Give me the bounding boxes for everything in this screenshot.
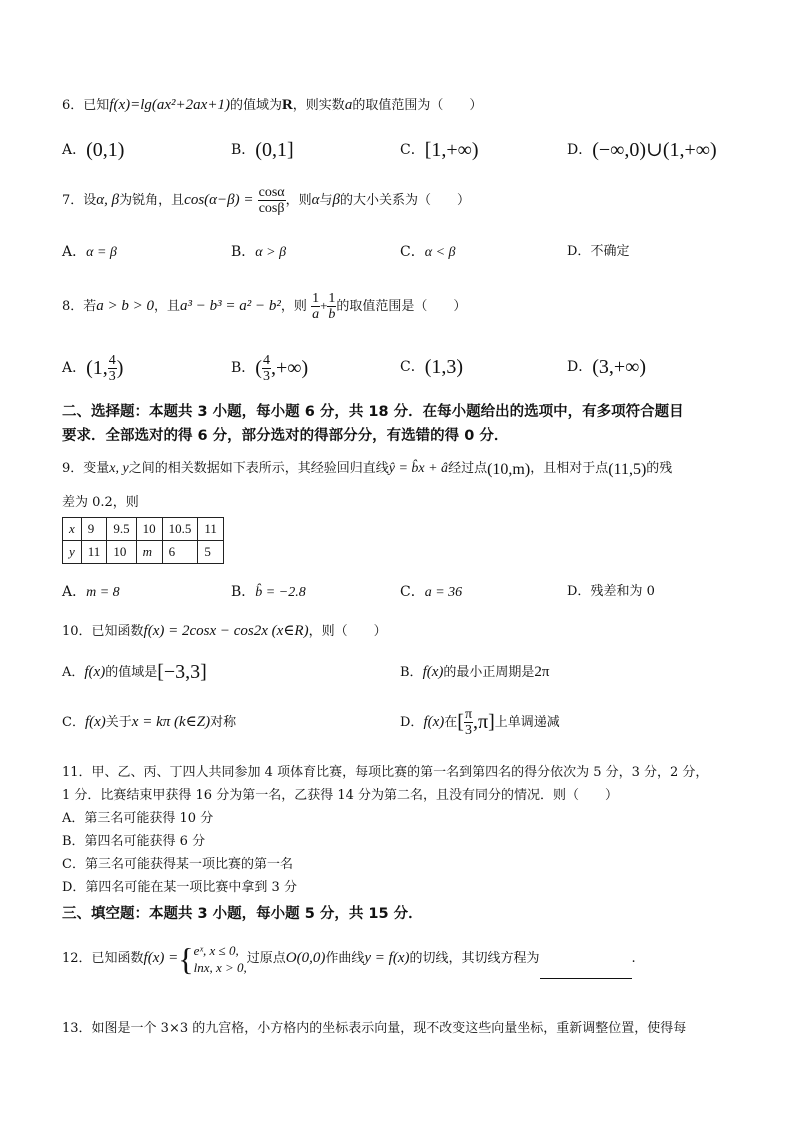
q6-option-a: A．(0,1) [62,139,125,161]
q7-option-a: A．α = β [62,244,117,260]
q9-stem: 9．变量x, y之间的相关数据如下表所示，其经验回归直线ŷ = b̂x + â经过点(10,m)，且相对于点(11,5)的残 [62,461,673,478]
q6-stem: 6．已知f(x)=lg(ax²+2ax+1)的值域为R，则实数a的取值范围为（ ） [62,97,483,113]
q8-option-a: A．(1, $\frac{4}{3}$ ) [62,352,124,384]
q8-option-d: D．(3,+∞) [567,356,647,378]
q6-option-d: D．(−∞,0)∪(1,+∞) [567,139,717,161]
table-row: y 11 10 m 6 5 [63,541,224,564]
table-row: x 9 9.5 10 10.5 11 [63,518,224,541]
q9-option-a: A．m = 8 [62,584,120,600]
q8-stem: 8．若a > b > 0，且a³ − b³ = a² − b²，则 $\frac{1}{a}$ + $\frac{1}{b}$ 的取值范围是（ ） [62,291,467,322]
q7-stem: 7．设α, β为锐角，且cos(α−β) = $\frac{\cos\alpha}{\cos\beta}$ ，则α与β的大小关系为（ ） [62,185,471,216]
q6-option-c: C．[1,+∞) [400,139,479,161]
q11-option-b: B．第四名可能获得 6 分 [62,834,206,849]
q9-stem-line2: 差为 0.2，则 [62,495,139,510]
q7-option-b: B．α > β [231,244,287,260]
q11-option-d: D．第四名可能在某一项比赛中拿到 3 分 [62,880,297,895]
q8-option-b: B．( $\frac{4}{3}$ ,+∞) [231,352,309,384]
q10-option-b: B．f(x)的最小正周期是2π [400,664,550,680]
q8-option-c: C．(1,3) [400,356,464,378]
q9-data-table [62,517,224,564]
q10-option-c: C．f(x)关于x = kπ (k∈Z)对称 [62,714,237,730]
q13-stem-line1: 13．如图是一个 3×3 的九宫格，小方格内的坐标表示向量，现不改变这些向量坐标，重新调整位置，使得每 [62,1021,687,1036]
q11-stem-line1: 11．甲、乙、丙、丁四人共同参加 4 项体育比赛，每项比赛的第一名到第四名的得分依次为 5 分，3 分，2 分， [62,765,709,780]
section2-heading: 二、选择题：本题共 3 小题，每小题 6 分，共 18 分．在每小题给出的选项中，有多项符合题目 要求．全部选对的得 6 分，部分选对的得部分分，有选错的得 0 分． [62,404,684,444]
q11-option-a: A．第三名可能获得 10 分 [62,811,214,826]
q7-option-c: C．α < β [400,244,456,260]
q9-option-b: B．b̂ = −2.8 [231,584,306,600]
q12-stem: 12．已知函数f(x) ={ eˣ, x ≤ 0, lnx, x > 0, 过原点O(0,0)作曲线y = f(x)的切线，其切线方程为 . [62,938,636,979]
q11-stem-line2: 1 分．比赛结束甲获得 16 分为第一名，乙获得 14 分为第二名，且没有同分的情况．则（ ） [62,788,619,803]
q12-answer-blank[interactable] [540,964,632,979]
q9-option-c: C．a = 36 [400,584,463,600]
q9-option-d: D．残差和为 0 [567,584,655,599]
section3-heading: 三、填空题：本题共 3 小题，每小题 5 分，共 15 分． [62,906,423,922]
q7-option-d: D．不确定 [567,244,630,259]
q6-set-r: R [281,97,293,113]
q11-option-c: C．第三名可能获得某一项比赛的第一名 [62,857,293,872]
q10-option-d: D．f(x)在[ $\frac{\pi}{3}$ ,π]上单调递减 [400,707,560,738]
q6-option-b: B．(0,1] [231,139,294,161]
q7-fraction: $\frac{\cos\alpha}{\cos\beta}$ [258,185,285,216]
q10-stem: 10．已知函数f(x) = 2cosx − cos2x (x∈R)，则（ ） [62,623,387,639]
q10-option-a: A．f(x)的值域是[−3,3] [62,661,207,683]
q6-function: f(x)=lg(ax²+2ax+1) [109,97,230,113]
